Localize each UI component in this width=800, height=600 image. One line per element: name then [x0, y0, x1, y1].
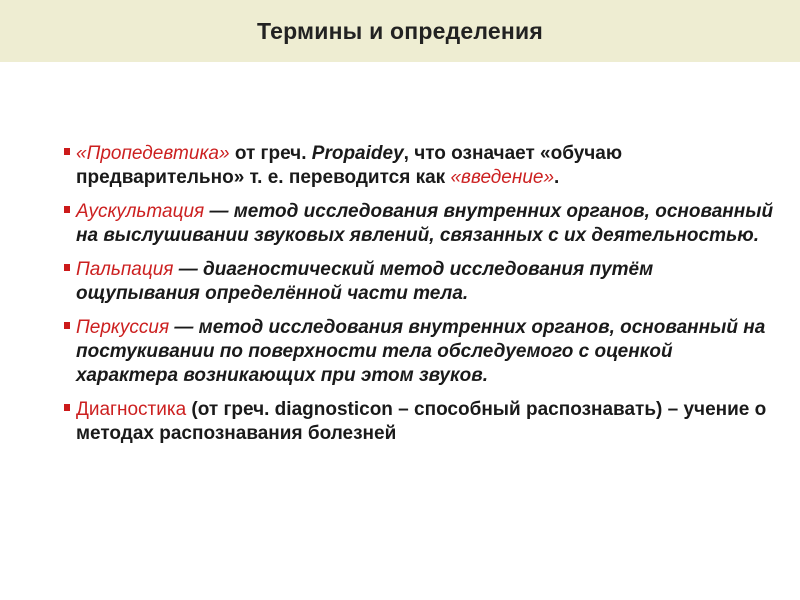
term-auscultation	[64, 200, 776, 248]
term-name: Перкуссия	[76, 317, 170, 338]
term-diagnostics	[64, 398, 776, 446]
term-definition: — метод исследования внутренних органов, основанный на постукивании по поверхности тела обследуемого с оценкой характера возникающих при этом звуков.	[76, 317, 766, 386]
terms-list	[64, 142, 776, 456]
term-text: .	[554, 167, 560, 188]
term-palpation	[64, 258, 776, 306]
bullet-icon	[64, 148, 70, 155]
bullet-icon	[64, 206, 70, 213]
bullet-icon	[64, 322, 70, 329]
term-name: Аускультация	[76, 201, 205, 222]
slide-title: Термины и определения	[257, 17, 543, 44]
term-text: от греч.	[229, 143, 312, 164]
bullet-icon	[64, 404, 70, 411]
term-name: Диагностика	[76, 399, 187, 420]
title-bar	[0, 0, 800, 62]
term-name: «Пропедевтика»	[76, 143, 230, 164]
term-text: , что означает «обучаю предварительно» т. е. переводится как	[76, 143, 623, 188]
term-definition: — диагностический метод исследования путём ощупывания определённой части тела.	[76, 259, 654, 304]
term-name: Пальпация	[76, 259, 174, 280]
term-text: Propaidey	[311, 143, 404, 164]
term-definition: — метод исследования внутренних органов, основанный на выслушивании звуковых явлений, связанных с их деятельностью.	[76, 201, 774, 246]
bullet-icon	[64, 264, 70, 271]
term-propaedeutics	[64, 142, 776, 190]
term-text: «введение»	[450, 167, 555, 188]
term-definition: (от греч. diagnosticon – способный распознавать) – учение о методах распознавания болезней	[76, 399, 767, 444]
term-percussion	[64, 316, 776, 388]
